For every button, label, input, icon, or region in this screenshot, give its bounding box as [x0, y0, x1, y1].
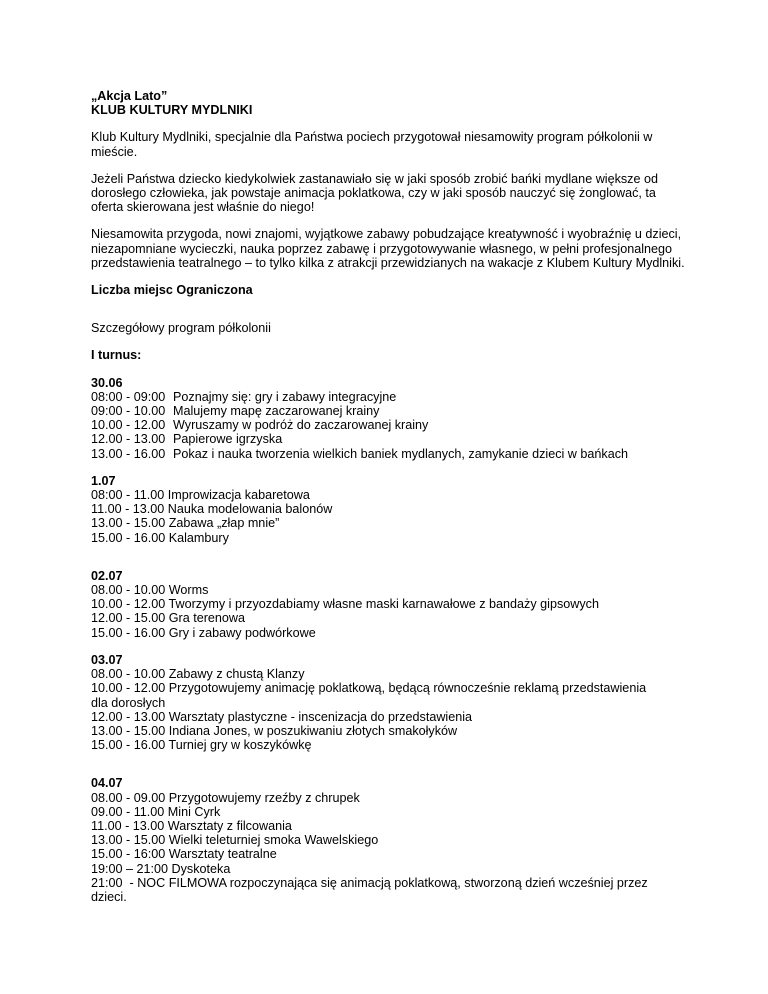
day-schedule-02-07 — [91, 569, 691, 640]
event-title: „Akcja Lato” — [91, 89, 168, 103]
day-date: 04.07 — [91, 776, 123, 791]
schedule-line: 13.00 - 15.00 Wielki teleturniej smoka Wawelskiego — [91, 833, 379, 848]
document-page — [91, 89, 691, 904]
activity: Poznajmy się: gry i zabawy integracyjne — [173, 389, 397, 404]
schedule-line: 15.00 - 16.00 Turniej gry w koszykówkę — [91, 738, 312, 753]
schedule-line: 09.00 - 11.00 Mini Cyrk — [91, 804, 221, 819]
time-slot: 12.00 - 13.00 — [91, 432, 166, 447]
activity: Wyruszamy w podróż do zaczarowanej krainy — [173, 418, 429, 433]
schedule-line: 15.00 - 16.00 Kalambury — [91, 530, 229, 545]
schedule-line: 13.00 - 15.00 Zabawa „złap mnie” — [91, 516, 280, 531]
schedule-line: 11.00 - 13.00 Nauka modelowania balonów — [91, 502, 333, 517]
club-name: KLUB KULTURY MYDLNIKI — [91, 103, 253, 118]
schedule-line: 10.00 - 12.00 Przygotowujemy animację poklatkową, będącą równocześnie reklamą przedstawienia — [91, 681, 647, 696]
day-schedule-1-07 — [91, 474, 691, 545]
schedule-line: 11.00 - 13.00 Warsztaty z filcowania — [91, 818, 292, 833]
schedule-row — [91, 390, 691, 404]
schedule-row — [91, 418, 691, 432]
turn-label: I turnus: — [91, 348, 142, 363]
activity: Pokaz i nauka tworzenia wielkich baniek mydlanych, zamykanie dzieci w bańkach — [173, 446, 628, 461]
schedule-row — [91, 447, 691, 461]
activity: Papierowe igrzyska — [173, 432, 283, 447]
day-date: 30.06 — [91, 375, 123, 390]
day-date: 1.07 — [91, 473, 116, 488]
schedule-line: 08.00 - 09.00 Przygotowujemy rzeźby z chrupek — [91, 790, 360, 805]
intro-paragraph-3: Niesamowita przygoda, nowi znajomi, wyjątkowe zabawy pobudzające kreatywność i wyobraźnię u dzieci, niezapomniane wycieczki, nauka poprzez zabawę i przygotowywanie własnego, w pełni profesjonalnego przedstawienia teatralnego – to tylko kilka z atrakcji przewidzianych na wakacje z Klubem Kultury Mydlniki. — [91, 227, 685, 270]
time-slot: 08:00 - 09:00 — [91, 389, 166, 404]
schedule-line: 08:00 - 11.00 Improwizacja kabaretowa — [91, 488, 310, 503]
time-slot: 13.00 - 16.00 — [91, 446, 166, 461]
schedule-line: 15.00 - 16:00 Warsztaty teatralne — [91, 847, 277, 862]
day-date: 02.07 — [91, 568, 123, 583]
day-schedule-30-06 — [91, 376, 691, 461]
day-schedule-03-07 — [91, 653, 691, 752]
schedule-line: 12.00 - 15.00 Gra terenowa — [91, 611, 246, 626]
schedule-row — [91, 432, 691, 446]
schedule-line: dzieci. — [91, 889, 127, 904]
intro-paragraph-1: Klub Kultury Mydlniki, specjalnie dla Państwa pociech przygotował niesamowity program półkolonii w mieście. — [91, 130, 653, 159]
places-limited-note: Liczba miejsc Ograniczona — [91, 283, 253, 298]
day-date: 03.07 — [91, 652, 123, 667]
schedule-line: dla dorosłych — [91, 695, 166, 710]
schedule-line: 08.00 - 10.00 Worms — [91, 583, 209, 598]
time-slot: 10.00 - 12.00 — [91, 418, 166, 433]
schedule-row — [91, 404, 691, 418]
schedule-line: 19:00 – 21:00 Dyskoteka — [91, 861, 231, 876]
intro-paragraph-2: Jeżeli Państwa dziecko kiedykolwiek zastanawiało się w jaki sposób zrobić bańki mydlane większe od dorosłego człowieka, jak powstaje animacja poklatkowa, czy w jaki sposób nauczyć się żonglować, ta oferta skierowana jest właśnie do niego! — [91, 171, 658, 215]
schedule-line: 10.00 - 12.00 Tworzymy i przyozdabiamy własne maski karnawałowe z bandaży gipsowych — [91, 597, 599, 612]
schedule-line: 13.00 - 15.00 Indiana Jones, w poszukiwaniu złotych smakołyków — [91, 723, 458, 738]
schedule-line: 21:00 - NOC FILMOWA rozpoczynająca się animacją poklatkową, stworzoną dzień wcześniej przez — [91, 875, 648, 890]
day-schedule-04-07 — [91, 776, 691, 904]
time-slot: 09:00 - 10.00 — [91, 404, 166, 419]
schedule-line: 15.00 - 16.00 Gry i zabawy podwórkowe — [91, 625, 316, 640]
schedule-line: 08.00 - 10.00 Zabawy z chustą Klanzy — [91, 667, 305, 682]
activity: Malujemy mapę zaczarowanej krainy — [173, 404, 380, 419]
program-title: Szczegółowy program półkolonii — [91, 321, 271, 336]
schedule-line: 12.00 - 13.00 Warsztaty plastyczne - inscenizacja do przedstawienia — [91, 709, 473, 724]
